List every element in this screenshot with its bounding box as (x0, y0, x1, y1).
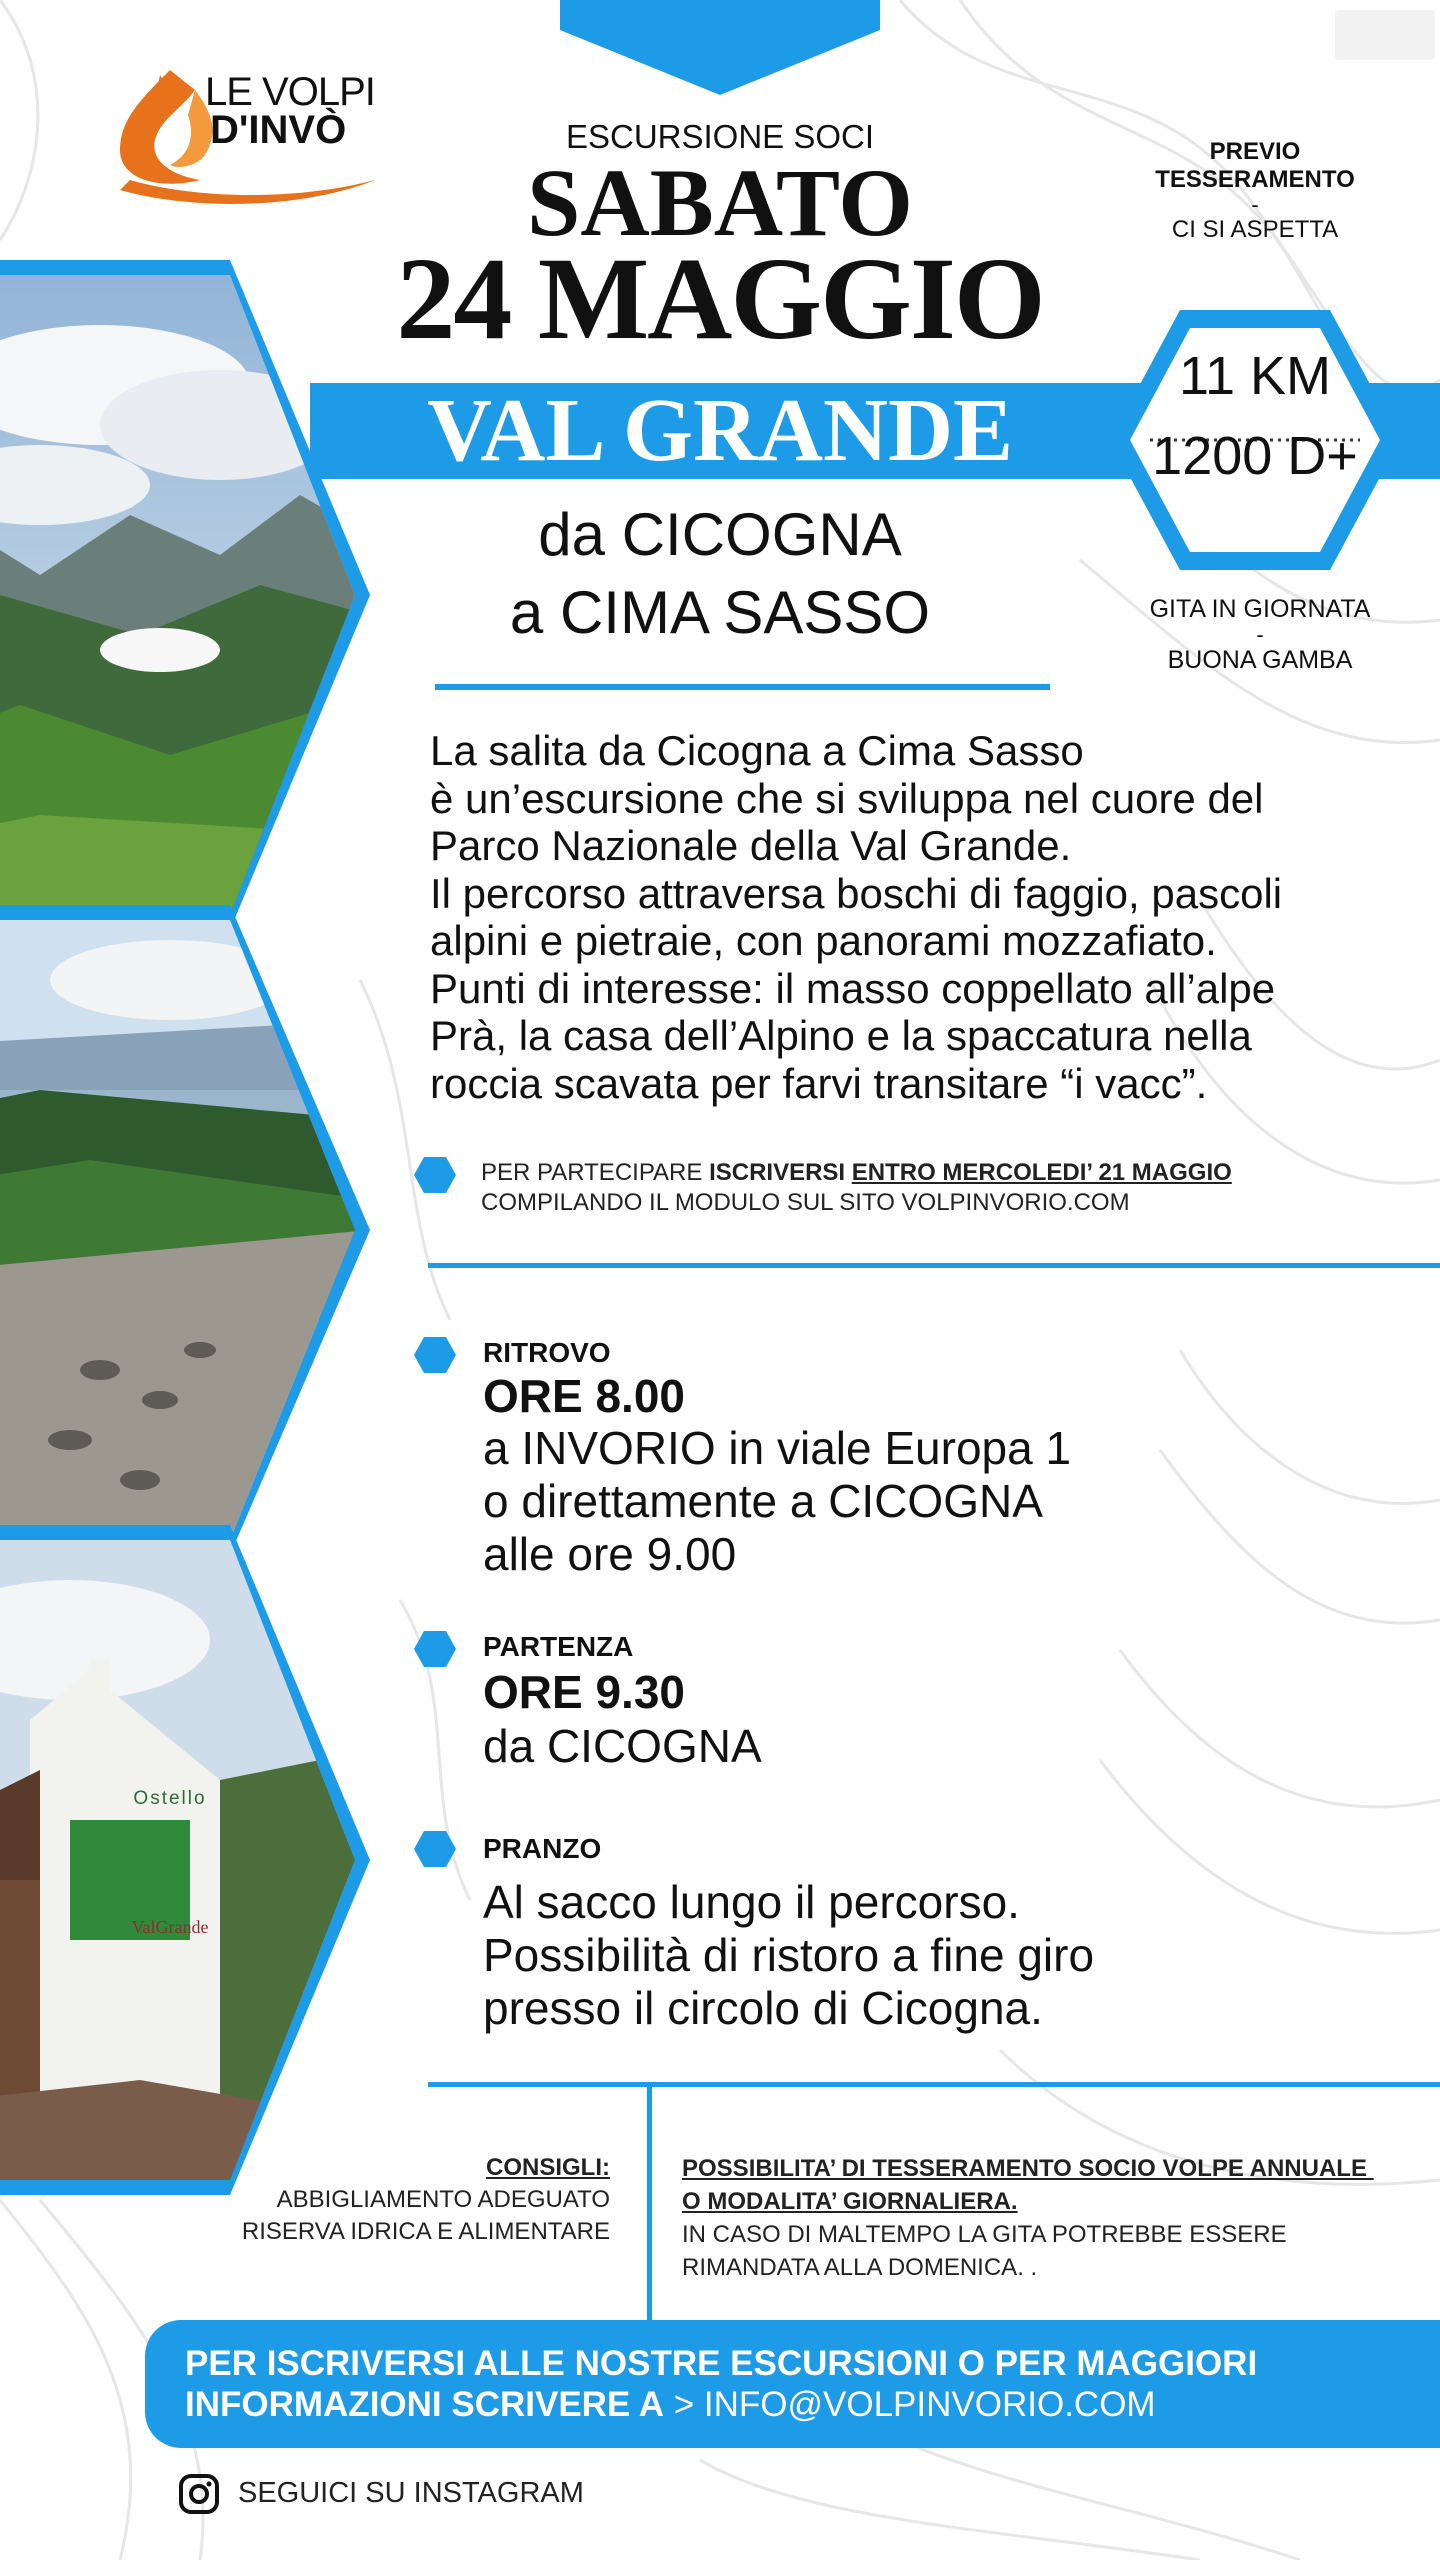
section-divider-2 (428, 2082, 1440, 2087)
lunch-line2: Possibilità di ristoro a fine giro (483, 1929, 1095, 1981)
side-note-line3: CI SI ASPETTA (1171, 216, 1339, 243)
meet-line1: a INVORIO in viale Europa 1 (483, 1422, 1072, 1474)
meet-label: RITROVO (483, 1337, 611, 1368)
membership-line2: O MODALITA’ GIORNALIERA. (682, 2188, 1018, 2215)
membership-line3: IN CASO DI MALTEMPO LA GITA POTREBBE ESSERE (682, 2221, 1287, 2248)
side-note-dash: - (1251, 192, 1259, 217)
description-block (430, 727, 1430, 1107)
meet-line2: o direttamente a CICOGNA (483, 1475, 1043, 1527)
advice-line1: ABBIGLIAMENTO ADEGUATO (276, 2186, 610, 2213)
instagram-icon (178, 2473, 220, 2515)
registration-prefix: PER PARTECIPARE (481, 1159, 710, 1186)
kicker-title: ESCURSIONE SOCI (565, 118, 875, 155)
banner-line1: PER ISCRIVERSI ALLE NOSTRE ESCURSIONI O PER MAGGIORI (185, 2344, 1258, 2383)
description-line: Parco Nazionale della Val Grande. (430, 822, 1072, 869)
stat-distance: 11 KM (1178, 346, 1332, 406)
description-line: Prà, la casa dell’Alpino e la spaccatura nella (430, 1012, 1252, 1059)
photo-mountains (0, 255, 370, 935)
schedule-lunch (483, 1832, 1383, 2035)
membership-block (682, 2152, 1432, 2284)
stat-elevation: 1200 D+ (1152, 426, 1358, 486)
route-divider (435, 684, 1050, 690)
meet-time: ORE 8.00 (483, 1370, 685, 1422)
registration-bold: ISCRIVERSI (709, 1159, 852, 1186)
side-note-bottom-line2: BUONA GAMBA (1167, 646, 1353, 674)
contact-email-link[interactable]: > INFO@VOLPINVORIO.COM (664, 2385, 1156, 2424)
lunch-line1: Al sacco lungo il percorso. (483, 1876, 1020, 1928)
contact-banner-text (185, 2343, 1425, 2425)
side-note-bottom (1120, 595, 1400, 675)
route-from: da CICOGNA (538, 501, 902, 568)
route-to: a CIMA SASSO (509, 579, 931, 646)
registration-note (481, 1158, 1381, 1218)
photo-sign-line1: Ostello (133, 1788, 207, 1809)
hexagon-bullet-icon (413, 1156, 457, 1194)
instagram-label: SEGUICI SU INSTAGRAM (238, 2477, 584, 2509)
hexagon-bullet-icon (413, 1336, 457, 1374)
schedule-depart (483, 1630, 1383, 1772)
membership-line1: POSSIBILITA’ DI TESSERAMENTO SOCIO VOLPE ANNUALE (682, 2155, 1374, 2182)
depart-time: ORE 9.30 (483, 1666, 685, 1718)
description-line: Il percorso attraversa boschi di faggio, pascoli (430, 869, 1283, 917)
description-line: Punti di interesse: il masso coppellato all’alpe (430, 964, 1276, 1012)
date-title: 24 MAGGIO (396, 233, 1044, 364)
hexagon-bullet-icon (413, 1830, 457, 1868)
side-note-bottom-line1: GITA IN GIORNATA (1149, 595, 1371, 623)
advice-line2: RISERVA IDRICA E ALIMENTARE (241, 2218, 610, 2245)
registration-deadline: ENTRO MERCOLEDI’ 21 MAGGIO (851, 1159, 1232, 1186)
lunch-line3: presso il circolo di Cicogna. (483, 1982, 1043, 2034)
description-line: è un’escursione che si sviluppa nel cuore del (430, 774, 1264, 822)
side-note-bottom-dash: - (1256, 622, 1264, 647)
instagram-link[interactable] (178, 2469, 698, 2517)
banner-line2-bold: INFORMAZIONI SCRIVERE A (185, 2385, 664, 2424)
depart-line1: da CICOGNA (483, 1720, 762, 1772)
corner-watermark (1335, 10, 1435, 60)
description-line: La salita da Cicogna a Cima Sasso (430, 727, 1084, 774)
meet-line3: alle ore 9.00 (483, 1528, 737, 1580)
advice-title: CONSIGLI: (486, 2154, 610, 2181)
advice-block (180, 2152, 610, 2248)
registration-line2: COMPILANDO IL MODULO SUL SITO VOLPINVORIO.COM (481, 1189, 1130, 1216)
day-title: SABATO (527, 149, 913, 256)
lunch-label: PRANZO (483, 1833, 602, 1864)
side-note-top (1120, 138, 1390, 244)
side-note-line2: TESSERAMENTO (1155, 166, 1355, 193)
photo-sign-line2: ValGrande (131, 1917, 209, 1937)
section-divider-1 (428, 1263, 1440, 1268)
side-note-line1: PREVIO (1209, 138, 1301, 165)
depart-label: PARTENZA (483, 1631, 634, 1662)
schedule-meet (483, 1336, 1383, 1581)
description-line: alpini e pietraie, con panorami mozzafiato. (430, 917, 1217, 964)
photo-lake (0, 900, 370, 1560)
description-line: roccia scavata per farvi transitare “i vacc”. (430, 1059, 1208, 1107)
membership-line4: RIMANDATA ALLA DOMENICA. . (682, 2254, 1038, 2281)
logo-line1: LE VOLPI (205, 70, 375, 114)
photo-ostello (0, 1520, 370, 2200)
vertical-divider (647, 2085, 652, 2320)
top-tab-shape (560, 0, 880, 100)
hexagon-bullet-icon (413, 1630, 457, 1668)
destination-title: VAL GRANDE (427, 381, 1013, 480)
logo (100, 60, 380, 210)
logo-line2: D'INVÒ (210, 108, 347, 152)
